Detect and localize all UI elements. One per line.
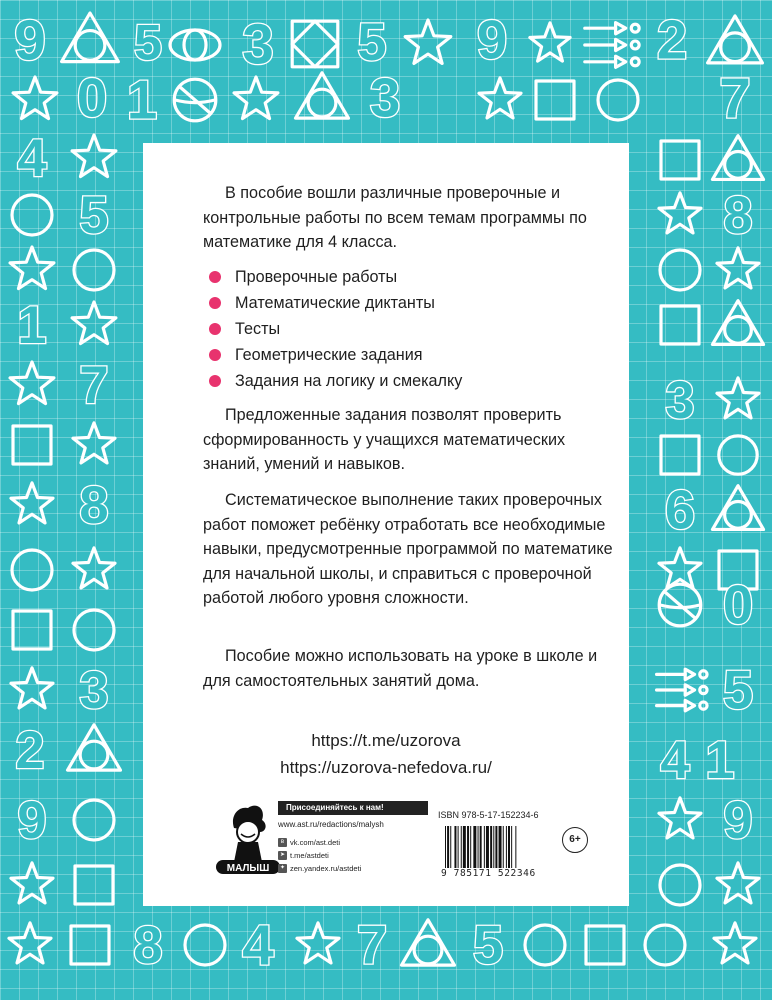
7-icon	[719, 67, 751, 130]
barcode-bar	[490, 826, 492, 868]
barcode-bar	[463, 826, 466, 868]
7-icon	[357, 915, 387, 976]
star-icon	[479, 78, 521, 118]
svg-text:9: 9	[14, 9, 46, 73]
barcode-bars	[443, 826, 551, 868]
arrows-icon	[585, 23, 639, 68]
tri-icon	[712, 136, 763, 180]
9-icon	[17, 791, 46, 850]
circle-icon	[185, 925, 225, 965]
star-icon	[10, 362, 54, 404]
vk-icon: в	[278, 838, 287, 847]
6-icon	[665, 480, 695, 541]
svg-text:8: 8	[133, 916, 163, 975]
svg-text:5: 5	[722, 659, 754, 721]
barcode-bar	[478, 826, 479, 868]
circle-icon	[598, 80, 638, 120]
star-icon	[73, 548, 115, 588]
4-icon	[17, 129, 46, 188]
star-icon	[11, 863, 53, 903]
7-icon	[79, 356, 108, 415]
logo-text: МАЛЫШ	[226, 863, 270, 874]
svg-text:0: 0	[722, 574, 754, 636]
svg-text:3: 3	[369, 67, 401, 129]
5-icon	[134, 13, 162, 70]
ball-icon	[174, 79, 216, 121]
ball-icon	[659, 584, 701, 626]
website-link[interactable]: https://uzorova-nefedova.ru/	[280, 758, 492, 777]
4-icon	[660, 731, 689, 790]
benefit-paragraph: Систематическое выполнение таких проверочных работ поможет ребёнку отработать все необходимые навыки, предусмотренные программой по математике для начальной школы, и справиться с проверочной работой любого уровня сложности.	[203, 491, 613, 607]
telegram-icon: ➤	[279, 852, 286, 858]
1-icon	[17, 296, 46, 355]
square-icon	[661, 141, 699, 179]
bullet-list	[209, 264, 462, 394]
star-icon	[234, 77, 278, 119]
ellipse-icon	[170, 30, 220, 60]
2-icon	[657, 10, 687, 71]
diamond-icon	[292, 21, 338, 67]
barcode-bar	[458, 826, 459, 868]
list-item: Проверочные работы	[209, 264, 462, 290]
8-icon	[133, 916, 162, 975]
svg-text:5: 5	[133, 13, 163, 71]
barcode-bar	[454, 826, 456, 868]
circle-icon	[74, 800, 114, 840]
zen-icon: ✦	[279, 865, 286, 871]
text-panel	[143, 143, 629, 906]
8-icon	[723, 186, 752, 245]
purpose-paragraph: Предложенные задания позволят проверить сформированность у учащихся математических знаний, умений и навыков.	[203, 406, 566, 473]
square-icon	[586, 926, 624, 964]
barcode-bar	[447, 826, 449, 868]
svg-text:0: 0	[76, 67, 108, 129]
bullet-dot-icon	[209, 349, 221, 361]
barcode-bar	[495, 826, 497, 868]
svg-text:3: 3	[242, 13, 274, 77]
barcode-bar	[484, 826, 485, 868]
list-item: Тесты	[209, 316, 462, 342]
tri-icon	[712, 486, 763, 530]
svg-text:8: 8	[79, 476, 109, 535]
circle-icon	[74, 610, 114, 650]
barcode-bar	[461, 826, 462, 868]
circle-icon	[660, 250, 700, 290]
barcode-bar	[450, 826, 451, 868]
2-icon	[15, 721, 44, 780]
isbn: ISBN 978-5-17-152234-6	[438, 810, 539, 820]
social-vk[interactable]: в vk.com/ast.deti	[278, 836, 428, 849]
5-icon	[357, 13, 386, 72]
svg-text:1: 1	[705, 731, 735, 790]
svg-text:8: 8	[723, 186, 753, 245]
svg-text:3: 3	[79, 661, 109, 720]
svg-text:1: 1	[126, 69, 158, 131]
tri-icon	[62, 13, 119, 62]
links-block	[143, 727, 629, 781]
list-item: Математические диктанты	[209, 290, 462, 316]
9-icon	[723, 791, 752, 850]
star-icon	[659, 798, 701, 838]
star-icon	[714, 923, 756, 963]
bullet-dot-icon	[209, 271, 221, 283]
barcode-bar	[506, 826, 507, 868]
malysh-logo-icon	[208, 798, 288, 878]
bullet-dot-icon	[209, 297, 221, 309]
svg-text:7: 7	[719, 67, 751, 131]
svg-text:5: 5	[357, 13, 387, 72]
publisher-info	[278, 801, 428, 875]
star-icon	[659, 193, 701, 233]
star-icon	[11, 668, 53, 708]
tri-icon	[712, 301, 763, 345]
barcode-bar	[493, 826, 494, 868]
barcode-bar	[515, 826, 516, 868]
5-icon	[723, 660, 753, 721]
star-icon	[10, 247, 54, 289]
square-icon	[536, 81, 574, 119]
circle-icon	[645, 925, 685, 965]
barcode-bar	[511, 826, 512, 868]
arrows-icon	[657, 669, 707, 711]
5-icon	[79, 186, 108, 245]
social-telegram[interactable]: ➤ t.me/astdeti	[279, 851, 329, 860]
usage-paragraph: Пособие можно использовать на уроке в школе и для самостоятельных занятий дома.	[203, 647, 598, 690]
3-icon	[665, 371, 694, 430]
barcode-bar	[480, 826, 482, 868]
square-icon	[13, 426, 51, 464]
square-icon	[661, 436, 699, 474]
tri-icon	[68, 725, 121, 770]
star-icon	[72, 302, 116, 344]
barcode-number: 9 785171 522346	[441, 868, 536, 879]
age-rating-badge: 6+	[562, 827, 588, 853]
svg-text:2: 2	[15, 721, 45, 780]
circle-icon	[12, 195, 52, 235]
star-icon	[717, 248, 759, 288]
svg-text:9: 9	[17, 791, 47, 850]
bullet-dot-icon	[209, 375, 221, 387]
barcode-bar	[470, 826, 471, 868]
9-icon	[477, 10, 507, 71]
1-icon	[127, 70, 157, 131]
circle-icon	[525, 925, 565, 965]
barcode-bar	[445, 826, 446, 868]
bullet-dot-icon	[209, 323, 221, 335]
tri-icon	[296, 73, 349, 118]
square-icon	[71, 926, 109, 964]
tri-icon	[708, 16, 763, 63]
circle-icon	[74, 250, 114, 290]
3-icon	[79, 661, 108, 720]
star-icon	[72, 135, 116, 177]
svg-text:6: 6	[664, 479, 696, 541]
1-icon	[705, 731, 734, 790]
circle-icon	[12, 550, 52, 590]
tri-icon	[402, 920, 455, 965]
3-icon	[370, 68, 400, 129]
svg-text:5: 5	[79, 186, 109, 245]
telegram-link[interactable]: https://t.me/uzorova	[311, 731, 461, 750]
4-icon	[242, 914, 274, 977]
square-icon	[661, 306, 699, 344]
publisher-url[interactable]: www.ast.ru/redactions/malysh	[278, 820, 384, 829]
star-icon	[73, 423, 115, 463]
barcode	[443, 826, 551, 880]
9-icon	[14, 9, 46, 72]
barcode-bar	[467, 826, 469, 868]
svg-text:4: 4	[17, 129, 47, 188]
svg-text:3: 3	[665, 371, 695, 430]
star-icon	[717, 378, 759, 418]
svg-text:4: 4	[242, 914, 274, 978]
barcode-bar	[508, 826, 510, 868]
star-icon	[297, 923, 339, 963]
barcode-bar	[499, 826, 502, 868]
social-zen[interactable]: ✦ zen.yandex.ru/astdeti	[279, 864, 362, 873]
svg-text:4: 4	[660, 731, 690, 790]
publisher-logo	[208, 798, 288, 878]
svg-text:5: 5	[472, 914, 504, 976]
svg-text:7: 7	[79, 356, 109, 415]
circle-icon	[660, 865, 700, 905]
3-icon	[242, 13, 274, 76]
star-icon	[530, 23, 570, 61]
8-icon	[79, 476, 108, 535]
0-icon	[723, 575, 753, 636]
circle-icon	[719, 436, 757, 474]
barcode-bar	[503, 826, 504, 868]
square-icon	[13, 611, 51, 649]
star-icon	[717, 863, 759, 903]
list-item: Геометрические задания	[209, 342, 462, 368]
star-icon	[9, 923, 51, 963]
svg-text:9: 9	[476, 9, 508, 71]
star-icon	[11, 483, 53, 523]
star-icon	[405, 20, 451, 63]
0-icon	[77, 68, 107, 129]
star-icon	[13, 77, 57, 119]
svg-text:1: 1	[17, 296, 47, 355]
intro-paragraph: В пособие вошли различные проверочные и контрольные работы по всем темам программы по математике для 4 класса.	[203, 184, 587, 251]
5-icon	[473, 915, 503, 976]
star-icon	[659, 548, 701, 588]
barcode-bar	[473, 826, 476, 868]
barcode-bar	[486, 826, 489, 868]
square-icon	[75, 866, 113, 904]
list-item: Задания на логику и смекалку	[209, 368, 462, 394]
svg-text:7: 7	[356, 914, 388, 976]
svg-text:2: 2	[656, 9, 688, 71]
svg-text:9: 9	[723, 791, 753, 850]
join-banner: Присоединяйтесь к нам!	[278, 801, 428, 815]
